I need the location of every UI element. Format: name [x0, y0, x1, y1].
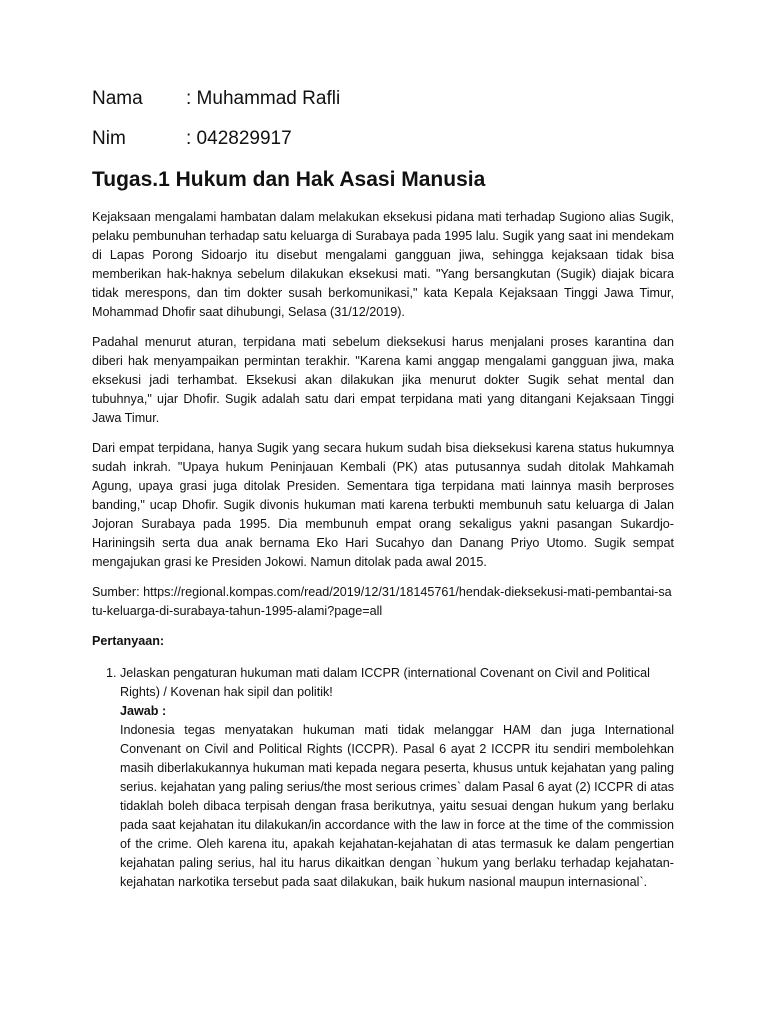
- source-citation: Sumber: https://regional.kompas.com/read/2019/12/31/18145761/hendak-dieksekusi-mati-pembantai-satu-keluarga-di-surabaya-tahun-1995-alami?page=all: [92, 585, 672, 618]
- answer-label: Jawab :: [120, 704, 167, 718]
- name-line: [92, 88, 340, 110]
- document-body: [92, 208, 674, 892]
- nim-value: : 042829917: [186, 128, 292, 149]
- nim-line: [92, 128, 292, 150]
- questions-heading: Pertanyaan:: [92, 634, 165, 648]
- name-label: Nama: [92, 88, 143, 109]
- paragraph-3: Dari empat terpidana, hanya Sugik yang secara hukum sudah bisa dieksekusi karena status hukumnya sudah inkrah. "Upaya hukum Peninjauan Kembali (PK) atas putusannya sudah ditolak Mahkamah Agung, upaya grasi juga ditolak Presiden. Sementara tiga terpidana mati lainnya masih berproses banding," ucap Dhofir. Sugik divonis hukuman mati karena terbukti membunuh satu keluarga di Jalan Jojoran Surabaya pada 1995. Dia membunuh empat orang sekaligus yakni pasangan Sukardjo-Hariningsih serta dua anak bernama Eko Hari Sucahyo dan Danang Priyo Utomo. Sugik sempat mengajukan grasi ke Presiden Jokowi. Namun ditolak pada awal 2015.: [92, 441, 674, 569]
- nim-label: Nim: [92, 128, 126, 149]
- paragraph-2: Padahal menurut aturan, terpidana mati sebelum dieksekusi harus menjalani proses karantina dan diberi hak menyampaikan permintan terakhir. "Karena kami anggap mengalami gangguan jiwa, maka eksekusi jadi terhambat. Eksekusi akan dilakukan jika menurut dokter Sugik sehat mental dan tubuhnya," ujar Dhofir. Sugik adalah satu dari empat terpidana mati yang ditangani Kejaksaan Tinggi Jawa Timur.: [92, 335, 674, 425]
- answer-text: Indonesia tegas menyatakan hukuman mati tidak melanggar HAM dan juga International Convenant on Civil and Political Rights (ICCPR). Pasal 6 ayat 2 ICCPR itu sendiri membolehkan masih diberlakukannya hukuman mati kepada negara peserta, khusus untuk kejahatan yang paling serius. kejahatan yang paling serius/the most serious crimes` dalam Pasal 6 ayat (2) ICCPR di atas tidaklah boleh dibaca terpisah dengan frasa berikutnya, yaitu sesuai dengan hukum yang berlaku pada saat kejahatan itu dilakukan/in accordance with the law in force at the time of the commission of the crime. Oleh karena itu, apakah kejahatan-kejahatan di atas termasuk ke dalam pengertian kejahatan paling serius, hal itu harus dikaitkan dengan `hukum yang berlaku terhadap kejahatan-kejahatan narkotika tersebut pada saat dilakukan, baik hukum nasional maupun internasional`.: [120, 723, 674, 889]
- document-title: Tugas.1 Hukum dan Hak Asasi Manusia: [92, 168, 486, 191]
- question-item: [120, 664, 674, 892]
- question-list: [92, 664, 674, 892]
- paragraph-1: Kejaksaan mengalami hambatan dalam melakukan eksekusi pidana mati terhadap Sugiono alias Sugik, pelaku pembunuhan terhadap satu keluarga di Surabaya pada 1995 lalu. Sugik yang saat ini mendekam di Lapas Porong Sidoarjo itu disebut mengalami gangguan jiwa, sehingga kejaksaan tidak bisa memberikan hak-haknya sebelum dilakukan eksekusi mati. "Yang bersangkutan (Sugik) diajak bicara tidak merespons, dan tim dokter susah berkomunikasi," kata Kepala Kejaksaan Tinggi Jawa Timur, Mohammad Dhofir saat dihubungi, Selasa (31/12/2019).: [92, 210, 674, 319]
- question-text: 1. Jelaskan pengaturan hukuman mati dalam ICCPR (international Covenant on Civil and Political Rights) / Kovenan hak sipil dan politik!: [120, 666, 650, 699]
- name-value: : Muhammad Rafli: [186, 88, 341, 109]
